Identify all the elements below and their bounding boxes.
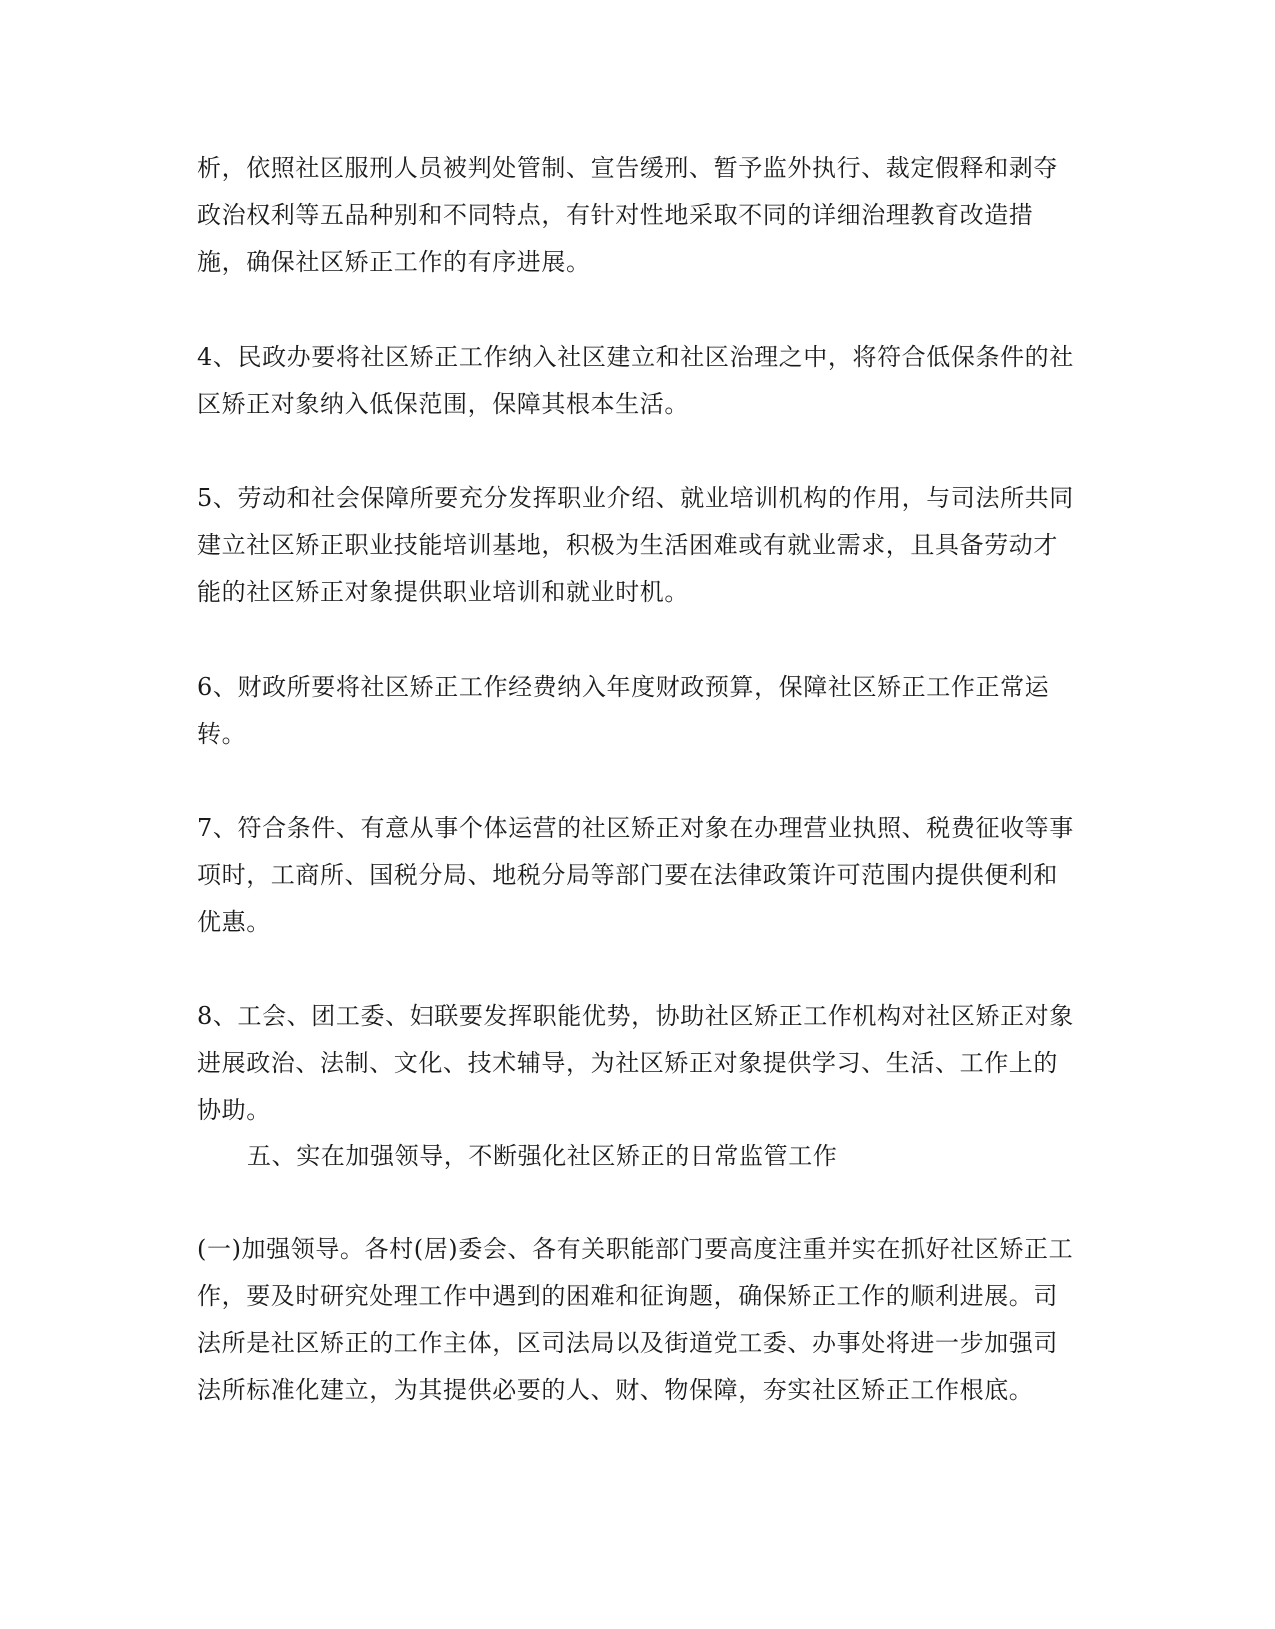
paragraph-classification: 析，依照社区服刑人员被判处管制、宣告缓刑、暂予监外执行、裁定假释和剥夺政治权利等五品种别和不同特点，有针对性地采取不同的详细治理教育改造措施，确保社区矫正工作的有序进展。 [197,154,1058,276]
section-heading-5: 五、实在加强领导，不断强化社区矫正的日常监管工作 [247,1142,838,1170]
paragraph-item-5: 5、劳动和社会保障所要充分发挥职业介绍、就业培训机构的作用，与司法所共同建立社区矫正职业技能培训基地，积极为生活困难或有就业需求，且具备劳动才能的社区矫正对象提供职业培训和就业时机。 [197,484,1074,606]
paragraph-item-7: 7、符合条件、有意从事个体运营的社区矫正对象在办理营业执照、税费征收等事项时，工商所、国税分局、地税分局等部门要在法律政策许可范围内提供便利和优惠。 [197,814,1074,936]
paragraph-item-4: 4、民政办要将社区矫正工作纳入社区建立和社区治理之中，将符合低保条件的社区矫正对象纳入低保范围，保障其根本生活。 [197,343,1074,418]
paragraph-strengthen-leadership: (一)加强领导。各村(居)委会、各有关职能部门要高度注重并实在抓好社区矫正工作，要及时研究处理工作中遇到的困难和征询题，确保矫正工作的顺利进展。司法所是社区矫正的工作主体，区司法局以及街道党工委、办事处将进一步加强司法所标准化建立，为其提供必要的人、财、物保障，夯实社区矫正工作根底。 [197,1235,1074,1404]
paragraph-item-6: 6、财政所要将社区矫正工作经费纳入年度财政预算，保障社区矫正工作正常运转。 [197,673,1050,748]
paragraph-item-8: 8、工会、团工委、妇联要发挥职能优势，协助社区矫正工作机构对社区矫正对象进展政治、法制、文化、技术辅导，为社区矫正对象提供学习、生活、工作上的协助。 [197,1002,1074,1124]
